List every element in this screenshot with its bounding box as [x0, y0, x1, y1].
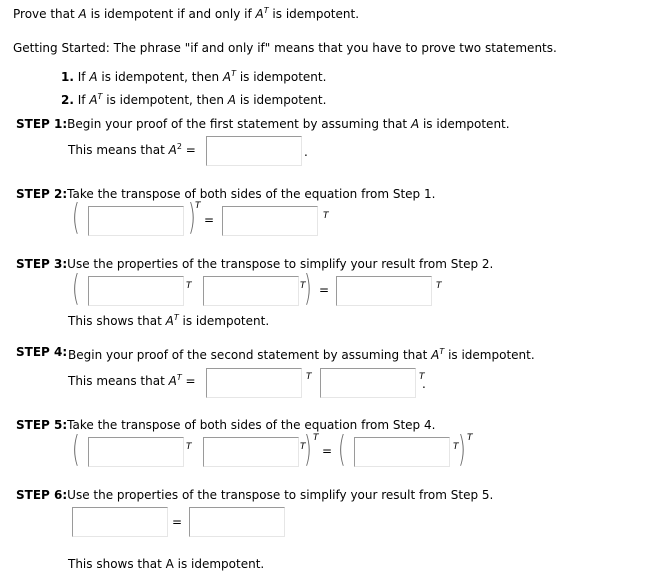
step-5-instruction: STEP 5:Take the transpose of both sides of the equation from Step 4. — [16, 418, 436, 432]
step-4-means-text: This means that $A^T$ = — [68, 373, 196, 388]
problem-statement: Prove that A is idempotent if and only if $A^T$ is idempotent. — [13, 6, 360, 21]
step-1-period: . — [304, 145, 308, 159]
step-5-input-1[interactable] — [88, 437, 184, 467]
step-2-rhs-input[interactable] — [222, 206, 318, 236]
step-2-instruction: STEP 2:Take the transpose of both sides of the equation from Step 1. — [16, 187, 436, 201]
step-4-transpose-1: T — [306, 372, 312, 382]
step-5-outer-transpose-1: T — [313, 433, 319, 443]
step-5-transpose-3: T — [453, 442, 459, 452]
step-4-period: . — [422, 377, 426, 391]
step-2-equals: = — [204, 213, 215, 227]
step-3-transpose-2: T — [300, 281, 306, 291]
step-5-input-3[interactable] — [354, 437, 450, 467]
step-4-transpose-2: T — [419, 372, 425, 382]
step-3-rhs-transpose: T — [436, 281, 442, 291]
step-6-instruction: STEP 6:Use the properties of the transpose to simplify your result from Step 5. — [16, 488, 494, 502]
step-3-left-paren: ( — [72, 268, 80, 309]
getting-started-text: Getting Started: The phrase "if and only if" means that you have to prove two statements. — [13, 41, 557, 55]
step-5-outer-transpose-2: T — [467, 433, 473, 443]
step-1-means-text: This means that $A^2$ = — [68, 142, 196, 157]
statement-2: 2. If $A^T$ is idempotent, then A is idempotent. — [61, 92, 327, 107]
statement-1: 1. If A is idempotent, then $A^T$ is idempotent. — [61, 69, 327, 84]
step-3-equals: = — [319, 283, 330, 297]
step-4-input-2[interactable] — [320, 368, 416, 398]
step-5-right-paren-2: ) — [458, 429, 466, 470]
step-3-transpose-1: T — [186, 281, 192, 291]
step-3-input-2[interactable] — [203, 276, 299, 306]
step-1-instruction: STEP 1:Begin your proof of the first statement by assuming that A is idempotent. — [16, 117, 510, 131]
step-3-instruction: STEP 3:Use the properties of the transpose to simplify your result from Step 2. — [16, 257, 494, 271]
step-6-conclusion: This shows that A is idempotent. — [68, 557, 265, 571]
step-1-answer-input[interactable] — [206, 136, 302, 166]
step-2-rhs-transpose: T — [323, 211, 329, 221]
step-5-right-paren-1: ) — [304, 429, 312, 470]
step-2-left-paren: ( — [72, 197, 80, 238]
step-6-lhs-input[interactable] — [72, 507, 168, 537]
step-5-transpose-1: T — [186, 442, 192, 452]
step-4-label: STEP 4: — [16, 345, 68, 359]
step-3-input-1[interactable] — [88, 276, 184, 306]
step-5-left-paren-2: ( — [338, 429, 346, 470]
step-5-equals: = — [322, 444, 333, 458]
step-3-right-paren: ) — [304, 268, 312, 309]
step-2-transpose-sup: T — [195, 201, 201, 211]
step-3-conclusion: This shows that $A^T$ is idempotent. — [68, 313, 270, 328]
step-4-instruction: Begin your proof of the second statement by assuming that $A^T$ is idempotent. — [68, 347, 535, 362]
step-6-equals: = — [172, 515, 183, 529]
step-2-inner-input[interactable] — [88, 206, 184, 236]
step-5-left-paren-1: ( — [72, 429, 80, 470]
step-4-input-1[interactable] — [206, 368, 302, 398]
step-5-transpose-2: T — [300, 442, 306, 452]
step-2-right-paren: ) — [188, 197, 196, 238]
step-3-rhs-input[interactable] — [336, 276, 432, 306]
step-6-rhs-input[interactable] — [189, 507, 285, 537]
step-5-input-2[interactable] — [203, 437, 299, 467]
